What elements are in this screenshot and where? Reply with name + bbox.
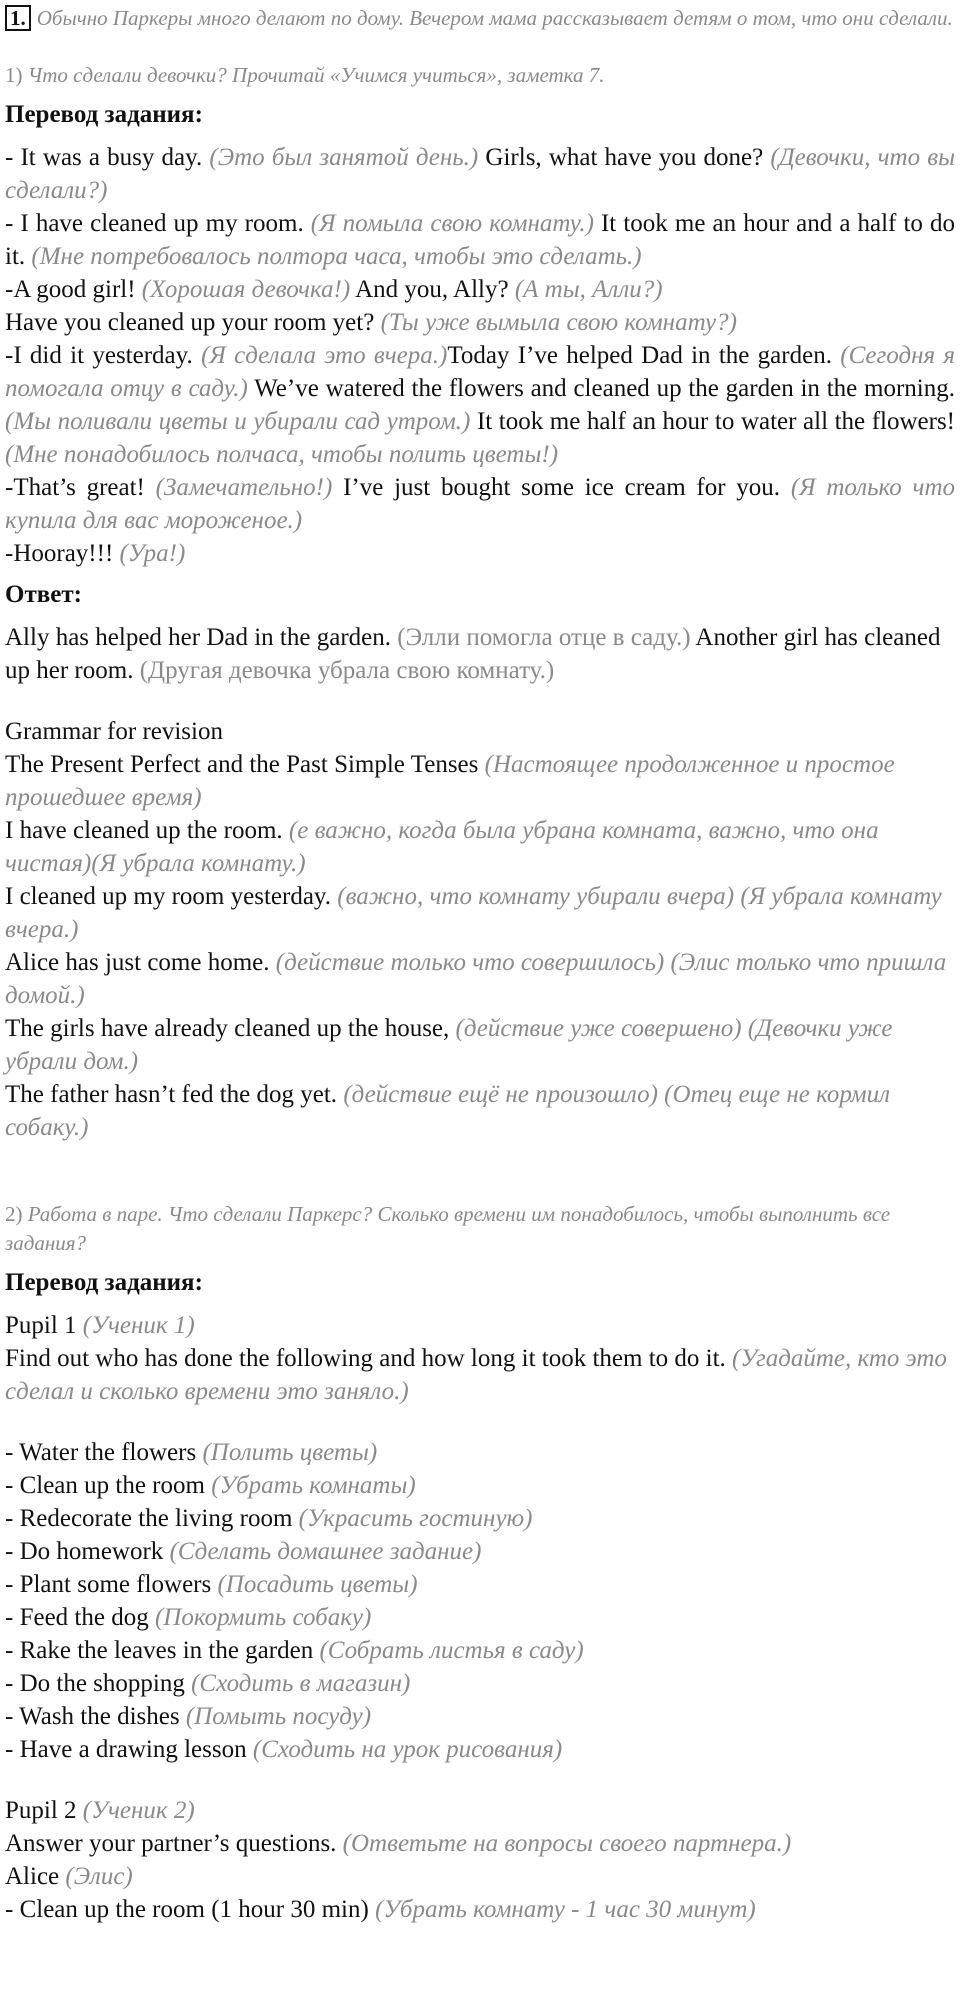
dialogue-line xyxy=(5,207,955,273)
ru-translation: (е важно, когда была убрана комната, важно, что она чистая)(Я убрала комнату.) xyxy=(5,817,879,877)
en-text: Pupil 2 xyxy=(5,1797,77,1824)
pupil-1-instruction xyxy=(5,1342,955,1408)
ru-translation: (Ты уже вымыла свою комнату?) xyxy=(380,309,737,336)
en-text: The girls have already cleaned up the house, xyxy=(5,1015,450,1042)
ru-translation: (Элис) xyxy=(65,1863,133,1890)
ru-translation: (Хорошая девочка!) xyxy=(141,276,351,303)
ru-translation: (Мне потребовалось полтора часа, чтобы это сделать.) xyxy=(31,243,642,270)
en-text: - Rake the leaves in the garden xyxy=(5,1637,314,1664)
ru-translation: (Помыть посуду) xyxy=(185,1703,372,1730)
ru-translation: (Убрать комнаты) xyxy=(211,1472,416,1499)
en-text: Alice has just come home. xyxy=(5,949,270,976)
en-text: Pupil 1 xyxy=(5,1312,77,1339)
ru-translation: (Ура!) xyxy=(119,540,186,567)
en-text: The father hasn’t fed the dog yet. xyxy=(5,1081,338,1108)
en-text: Girls, what have you done? xyxy=(485,144,764,171)
ru-translation: (Ученик 1) xyxy=(82,1312,195,1339)
en-text: Today I’ve helped Dad in the garden. xyxy=(447,342,832,369)
en-text: I’ve just bought some ice cream for you. xyxy=(343,474,781,501)
pupil-2-label xyxy=(5,1794,955,1827)
en-text: Have you cleaned up your room yet? xyxy=(5,309,375,336)
ru-translation: (Посадить цветы) xyxy=(217,1571,418,1598)
en-text: - Wash the dishes xyxy=(5,1703,180,1730)
list-item xyxy=(5,1502,955,1535)
en-text: - Do the shopping xyxy=(5,1670,185,1697)
task-number-box: 1. xyxy=(5,5,31,31)
en-text: - It was a busy day. xyxy=(5,144,203,171)
en-text: -A good girl! xyxy=(5,276,136,303)
task-1-subtask xyxy=(5,61,955,90)
ru-translation: (Покормить собаку) xyxy=(154,1604,372,1631)
grammar-line xyxy=(5,1012,955,1078)
answer-heading: Ответ: xyxy=(5,581,82,608)
en-text: I cleaned up my room yesterday. xyxy=(5,883,332,910)
ru-translation: (Собрать листья в саду) xyxy=(319,1637,584,1664)
task-2-text: Работа в паре. Что сделали Паркерс? Сколько времени им понадобилось, чтобы выполнить все задания? xyxy=(5,1202,891,1255)
list-item xyxy=(5,1568,955,1601)
ru-translation: (Сегодня я помогала отцу в саду.) xyxy=(5,342,956,402)
ru-translation: (важно, что комнату убирали вчера) (Я убрала комнату вчера.) xyxy=(5,883,942,943)
en-text: -That’s great! xyxy=(5,474,145,501)
en-text: Ally has helped her Dad in the garden. xyxy=(5,624,391,651)
ru-translation: (Другая девочка убрала свою комнату.) xyxy=(139,657,555,684)
ru-translation: (Элли помогла отце в саду.) xyxy=(397,624,691,651)
translation-heading-2: Перевод задания: xyxy=(5,1269,203,1296)
pupil-1-section xyxy=(5,1309,955,1766)
translation-heading: Перевод задания: xyxy=(5,101,203,128)
ru-translation: (Замечательно!) xyxy=(155,474,333,501)
pupil-2-instruction xyxy=(5,1827,955,1860)
grammar-section xyxy=(5,715,955,1144)
en-text: - Do homework xyxy=(5,1538,164,1565)
list-item xyxy=(5,1436,955,1469)
answer-text xyxy=(5,621,955,687)
en-text: And you, Ally? xyxy=(355,276,509,303)
ru-translation: (действие ещё не произошло) (Отец еще не кормил собаку.) xyxy=(5,1081,890,1141)
pupil-1-label xyxy=(5,1309,955,1342)
dialogue-block xyxy=(5,141,955,570)
list-item xyxy=(5,1667,955,1700)
ru-translation: (Ученик 2) xyxy=(82,1797,195,1824)
en-text: The Present Perfect and the Past Simple Tenses xyxy=(5,751,479,778)
ru-translation: (Сходить в магазин) xyxy=(191,1670,411,1697)
en-text: - Redecorate the living room xyxy=(5,1505,293,1532)
ru-translation: (Мы поливали цветы и убирали сад утром.) xyxy=(5,408,471,435)
ru-translation: (Я только что купила для вас мороженое.) xyxy=(5,474,956,534)
pupil-2-section xyxy=(5,1794,955,1926)
en-text: -Hooray!!! xyxy=(5,540,114,567)
en-text: - Have a drawing lesson xyxy=(5,1736,247,1763)
grammar-title: Grammar for revision xyxy=(5,718,223,745)
en-text: Alice xyxy=(5,1863,60,1890)
dialogue-line xyxy=(5,306,955,339)
task-1-intro xyxy=(5,4,955,33)
ru-translation: (Сделать домашнее задание) xyxy=(169,1538,482,1565)
en-text: Answer your partner’s questions. xyxy=(5,1830,337,1857)
list-item xyxy=(5,1601,955,1634)
grammar-line xyxy=(5,1078,955,1144)
grammar-line xyxy=(5,880,955,946)
ru-translation: (Украсить гостиную) xyxy=(298,1505,533,1532)
list-item xyxy=(5,1469,955,1502)
subtask-number: 1) xyxy=(5,63,23,87)
ru-translation: (Сходить на урок рисования) xyxy=(252,1736,563,1763)
ru-translation: (Я сделала это вчера.) xyxy=(201,342,448,369)
en-text: We’ve watered the flowers and cleaned up the garden in the morning. xyxy=(254,375,956,402)
en-text: - Clean up the room xyxy=(5,1472,205,1499)
subtask-text: Что сделали девочки? Прочитай «Учимся учиться», заметка 7. xyxy=(27,63,605,87)
dialogue-line xyxy=(5,339,955,471)
task-1-text: Обычно Паркеры много делают по дому. Вечером мама рассказывает детям о том, что они сделали. xyxy=(36,6,953,30)
list-item xyxy=(5,1893,955,1926)
en-text: - I have cleaned up my room. xyxy=(5,210,304,237)
dialogue-line xyxy=(5,471,955,537)
ru-translation: (А ты, Алли?) xyxy=(514,276,663,303)
grammar-line xyxy=(5,814,955,880)
en-text: -I did it yesterday. xyxy=(5,342,193,369)
ru-translation: (Мне понадобилось полчаса, чтобы полить цветы!) xyxy=(5,441,559,468)
task-list xyxy=(5,1436,955,1766)
pupil-2-name xyxy=(5,1860,955,1893)
dialogue-line xyxy=(5,537,955,570)
ru-translation: (Я помыла свою комнату.) xyxy=(310,210,594,237)
ru-translation: (Это был занятой день.) xyxy=(209,144,479,171)
en-text: - Plant some flowers xyxy=(5,1571,212,1598)
en-text: It took me half an hour to water all the flowers! xyxy=(476,408,956,435)
ru-translation: (Полить цветы) xyxy=(202,1439,378,1466)
en-text: - Clean up the room (1 hour 30 min) xyxy=(5,1896,369,1923)
grammar-line xyxy=(5,946,955,1012)
en-text: Find out who has done the following and how long it took them to do it. xyxy=(5,1345,726,1372)
ru-translation: (Девочки, что вы сделали?) xyxy=(5,144,956,204)
list-item xyxy=(5,1733,955,1766)
list-item xyxy=(5,1700,955,1733)
ru-translation: (Убрать комнату - 1 час 30 минут) xyxy=(375,1896,756,1923)
en-text: - Feed the dog xyxy=(5,1604,149,1631)
ru-translation: (действие уже совершено) (Девочки уже убрали дом.) xyxy=(5,1015,893,1075)
dialogue-line xyxy=(5,141,955,207)
grammar-line xyxy=(5,748,955,814)
ru-translation: (Угадайте, кто это сделал и сколько времени это заняло.) xyxy=(5,1345,947,1405)
task-2-intro xyxy=(5,1200,955,1258)
en-text: Another girl has cleaned up her room. xyxy=(5,624,941,684)
ru-translation: (действие только что совершилось) (Элис только что пришла домой.) xyxy=(5,949,947,1009)
en-text: It took me an hour and a half to do it. xyxy=(5,210,955,270)
en-text: - Water the flowers xyxy=(5,1439,197,1466)
dialogue-line xyxy=(5,273,955,306)
subtask-number: 2) xyxy=(5,1202,23,1226)
en-text: I have cleaned up the room. xyxy=(5,817,283,844)
ru-translation: (Ответьте на вопросы своего партнера.) xyxy=(342,1830,792,1857)
list-item xyxy=(5,1634,955,1667)
ru-translation: (Настоящее продолженное и простое прошедшее время) xyxy=(5,751,895,811)
list-item xyxy=(5,1535,955,1568)
